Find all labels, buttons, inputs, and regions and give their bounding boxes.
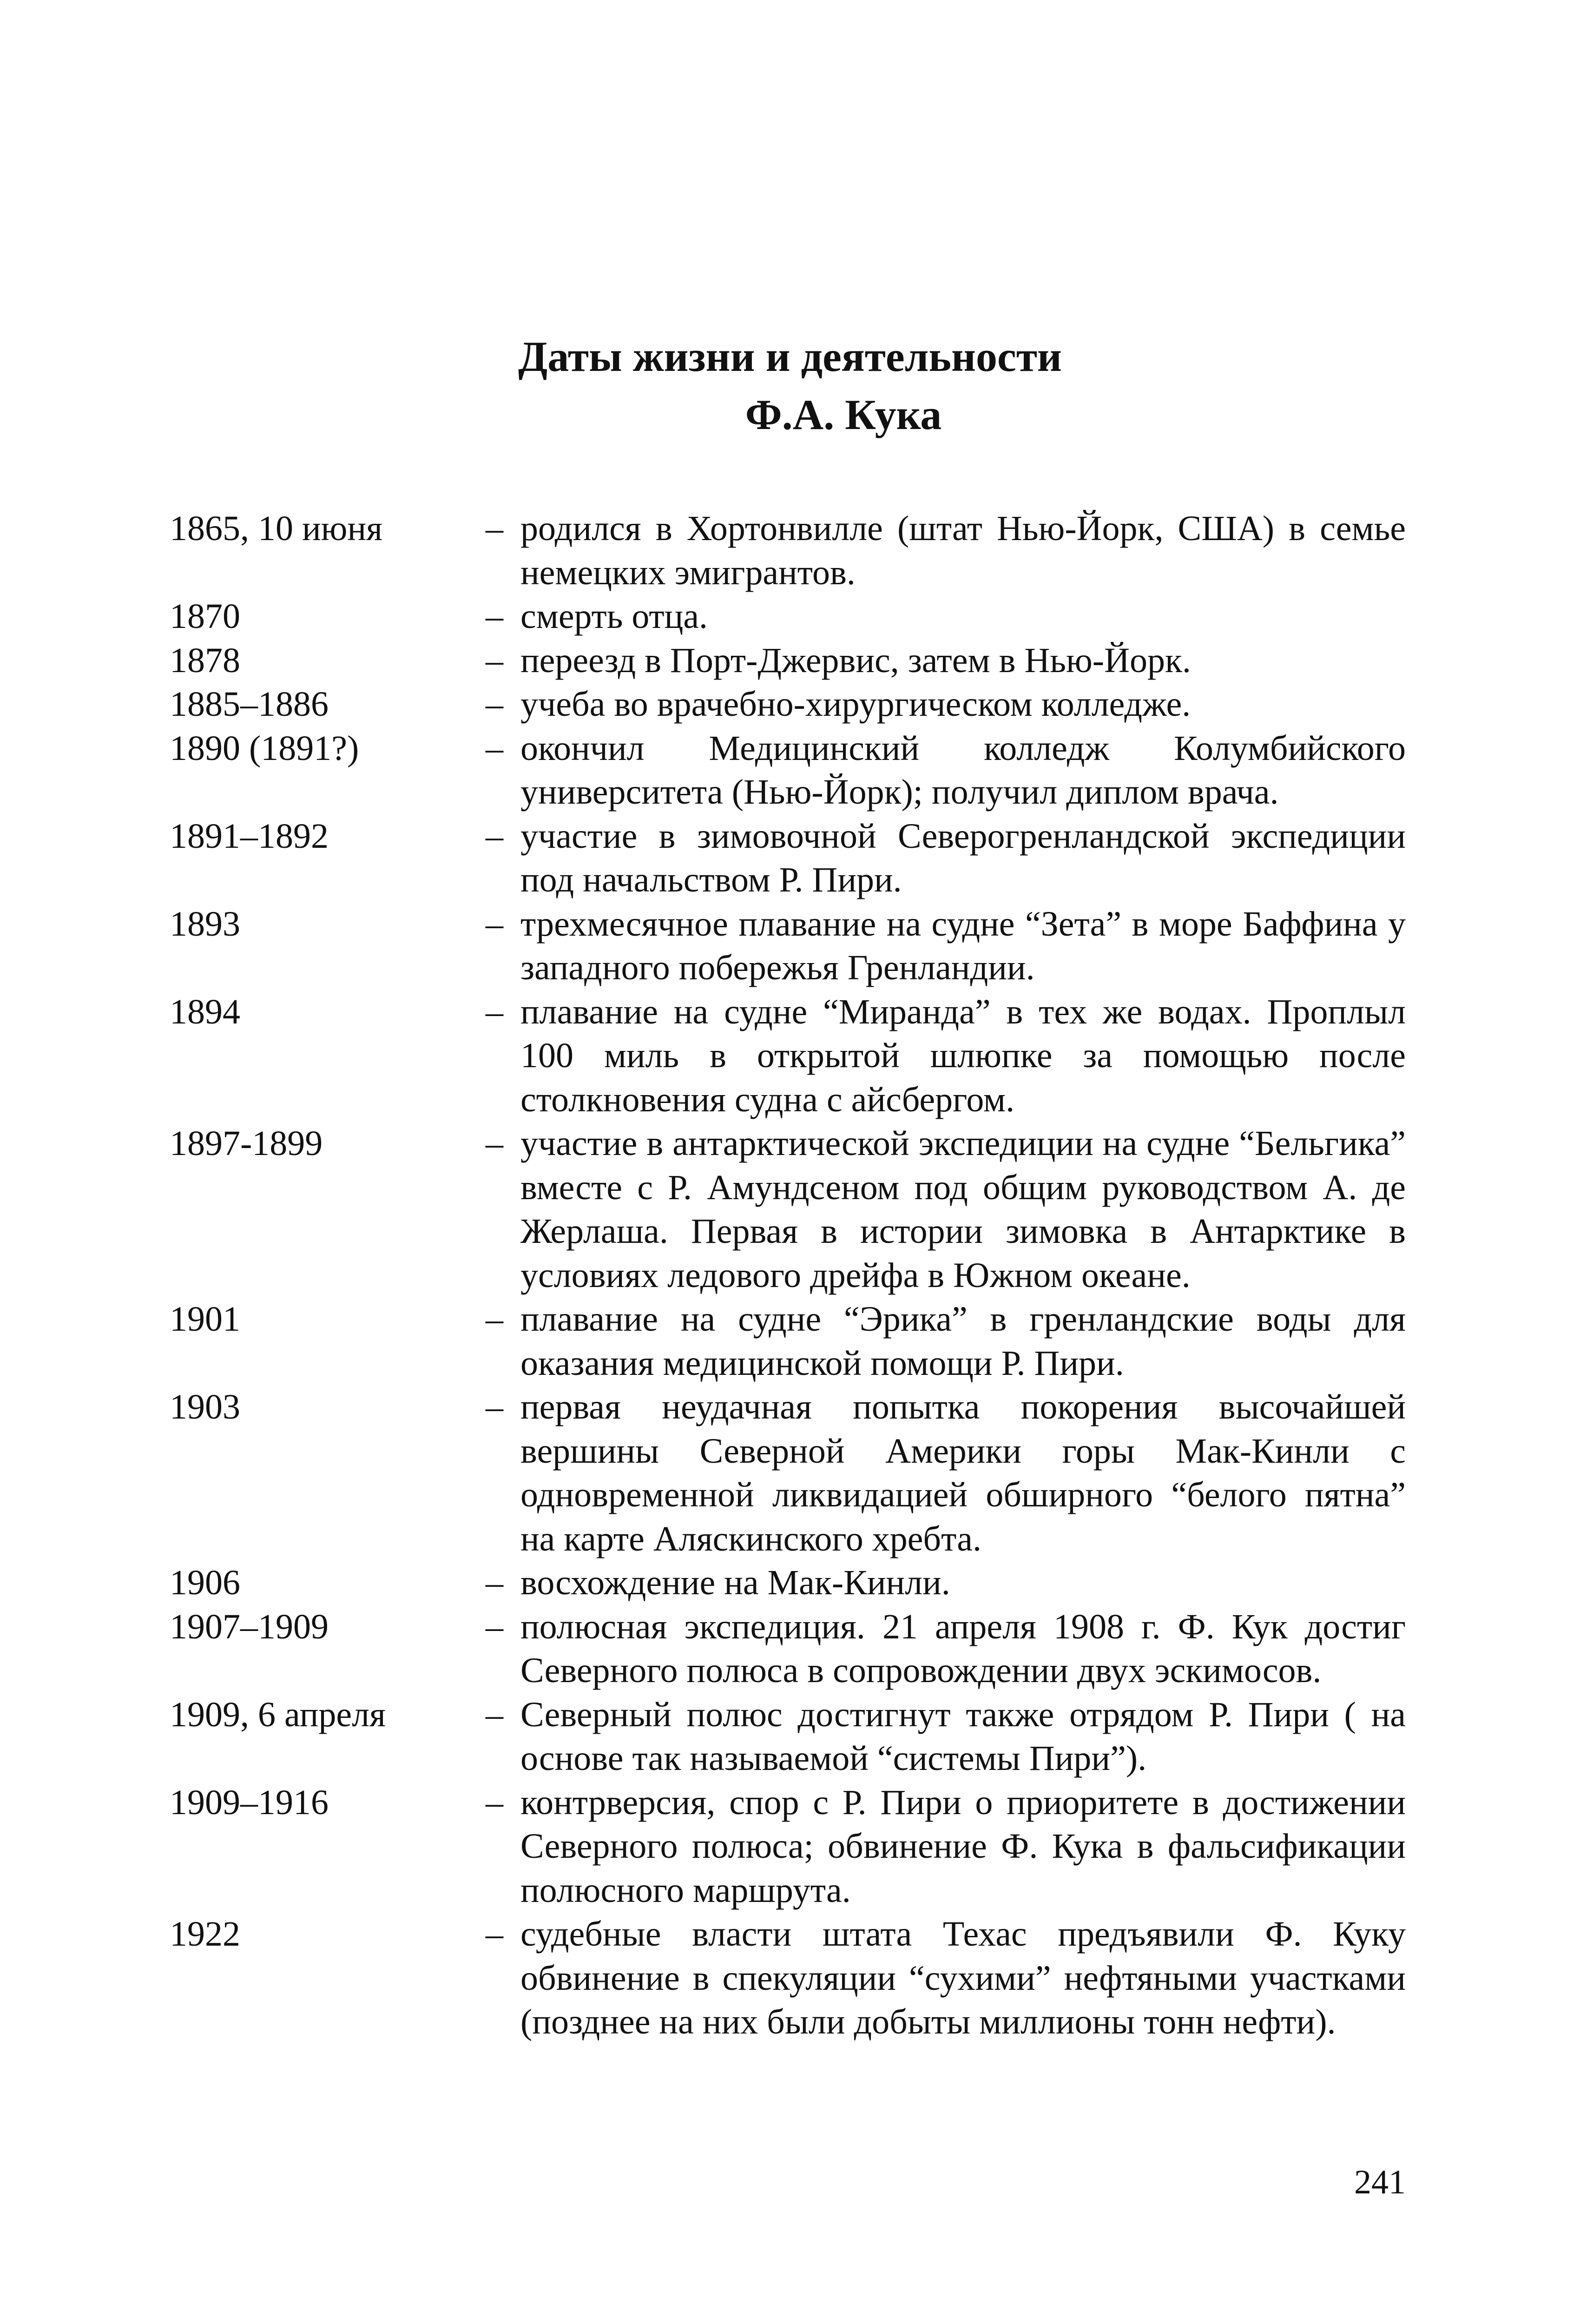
entry-dash: – bbox=[486, 1563, 503, 1602]
entry-dash: – bbox=[486, 1387, 503, 1426]
entry-date: 1893 bbox=[170, 904, 240, 944]
entry-text: Северный полюс достигнут также отрядом Р. Пири ( на основе так называемой “системы Пири”). bbox=[520, 1695, 1406, 1778]
entry-dash: – bbox=[486, 1695, 503, 1734]
entry-dash: – bbox=[486, 685, 503, 724]
chronology-entry bbox=[170, 1122, 1406, 1297]
entry-dash: – bbox=[486, 904, 503, 944]
chronology-entry bbox=[170, 726, 1406, 814]
entry-description bbox=[486, 1605, 1406, 1693]
chronology-entry bbox=[170, 814, 1406, 902]
chronology-entry bbox=[170, 1605, 1406, 1693]
entry-date: 1890 (1891?) bbox=[170, 728, 359, 768]
entry-description bbox=[486, 1297, 1406, 1385]
title-line-2: Ф.А. Кука bbox=[745, 391, 942, 438]
chronology-entry bbox=[170, 1912, 1406, 2044]
entry-date: 1906 bbox=[170, 1563, 240, 1602]
entry-date: 1903 bbox=[170, 1387, 240, 1426]
entry-text: окончил Медицинский колледж Колумбийского университета (Нью-Йорк); получил диплом врача. bbox=[520, 728, 1406, 812]
entry-description bbox=[486, 814, 1406, 902]
entry-description bbox=[486, 1122, 1406, 1297]
entry-dash: – bbox=[486, 1607, 503, 1646]
entry-description bbox=[486, 682, 1406, 726]
chronology-entry bbox=[170, 1297, 1406, 1385]
entry-dash: – bbox=[486, 816, 503, 856]
chronology-entry bbox=[170, 1561, 1406, 1605]
entry-description bbox=[486, 1561, 1406, 1605]
entry-text: полюсная экспедиция. 21 апреля 1908 г. Ф. Кук достиг Северного полюса в сопровождении двух эскимосов. bbox=[520, 1607, 1406, 1690]
entry-date: 1885–1886 bbox=[170, 685, 329, 724]
entry-text: плавание на судне “Миранда” в тех же водах. Проплыл 100 миль в открытой шлюпке за помощью после столкновения судна с айсбергом. bbox=[520, 992, 1406, 1119]
entry-date: 1865, 10 июня bbox=[170, 509, 383, 548]
chronology-entry bbox=[170, 507, 1406, 594]
entry-text: первая неудачная попытка покорения высочайшей вершины Северной Америки горы Мак-Кинли с одновременной ликвидацией обширного “белого пятна” на карте Аляскинского хребта. bbox=[520, 1387, 1406, 1558]
entry-text: восхождение на Мак-Кинли. bbox=[520, 1563, 950, 1602]
entry-text: участие в антарктической экспедиции на судне “Бельгика” вместе с Р. Амундсеном под общим руководством А. де Жерлаша. Первая в истории зимовка в Антарктике в условиях ледового дрейфа в Южном океане. bbox=[520, 1124, 1406, 1295]
entry-description bbox=[486, 594, 1406, 639]
entry-text: учеба во врачебно-хирургическом колледже. bbox=[520, 685, 1191, 724]
entry-date: 1907–1909 bbox=[170, 1607, 329, 1646]
entry-dash: – bbox=[486, 597, 503, 636]
entry-dash: – bbox=[486, 640, 503, 680]
entry-description bbox=[486, 1912, 1406, 2044]
entry-date: 1891–1892 bbox=[170, 816, 329, 856]
entry-dash: – bbox=[486, 1783, 503, 1822]
entry-text: плавание на судне “Эрика” в гренландские воды для оказания медицинской помощи Р. Пири. bbox=[520, 1300, 1406, 1383]
entry-date: 1909, 6 апреля bbox=[170, 1695, 386, 1734]
entry-text: переезд в Порт-Джервис, затем в Нью-Йорк. bbox=[520, 640, 1191, 680]
chronology-entry bbox=[170, 1781, 1406, 1913]
entry-dash: – bbox=[486, 1300, 503, 1339]
entry-description bbox=[486, 902, 1406, 990]
chronology-entry bbox=[170, 639, 1406, 683]
entry-text: смерть отца. bbox=[520, 597, 708, 636]
entry-date: 1922 bbox=[170, 1915, 240, 1954]
entry-dash: – bbox=[486, 992, 503, 1031]
chronology-list bbox=[170, 507, 1406, 2044]
entry-description bbox=[486, 639, 1406, 683]
title-line-1: Даты жизни и деятельности bbox=[518, 333, 1062, 380]
entry-dash: – bbox=[486, 728, 503, 768]
entry-date: 1909–1916 bbox=[170, 1783, 329, 1822]
entry-text: участие в зимовочной Северогренландской экспедиции под начальством Р. Пири. bbox=[520, 816, 1406, 899]
entry-text: трехмесячное плавание на судне “Зета” в море Баффина у западного побережья Гренландии. bbox=[520, 904, 1406, 987]
entry-description bbox=[486, 1693, 1406, 1781]
chronology-entry bbox=[170, 1693, 1406, 1781]
chronology-entry bbox=[170, 1385, 1406, 1561]
entry-date: 1878 bbox=[170, 640, 240, 680]
entry-description bbox=[486, 726, 1406, 814]
entry-dash: – bbox=[486, 1124, 503, 1163]
entry-text: судебные власти штата Техас предъявили Ф. Куку обвинение в спекуляции “сухими” нефтяными участками (позднее на них были добыты миллионы тонн нефти). bbox=[520, 1915, 1406, 2041]
page-title bbox=[0, 328, 1580, 444]
entry-date: 1870 bbox=[170, 597, 240, 636]
entry-description bbox=[486, 507, 1406, 594]
entry-text: родился в Хортонвилле (штат Нью-Йорк, США) в семье немецких эмигрантов. bbox=[520, 509, 1406, 592]
chronology-entry bbox=[170, 990, 1406, 1122]
entry-date: 1901 bbox=[170, 1300, 240, 1339]
chronology-entry bbox=[170, 682, 1406, 726]
entry-date: 1897-1899 bbox=[170, 1124, 323, 1163]
entry-date: 1894 bbox=[170, 992, 240, 1031]
entry-text: контрверсия, спор с Р. Пири о приоритете в достижении Северного полюса; обвинение Ф. Кука в фальсификации полюсного маршрута. bbox=[520, 1783, 1406, 1910]
entry-description bbox=[486, 1385, 1406, 1561]
entry-description bbox=[486, 990, 1406, 1122]
chronology-entry bbox=[170, 594, 1406, 639]
page-number: 241 bbox=[1354, 2163, 1406, 2201]
entry-description bbox=[486, 1781, 1406, 1913]
entry-dash: – bbox=[486, 1915, 503, 1954]
chronology-entry bbox=[170, 902, 1406, 990]
entry-dash: – bbox=[486, 509, 503, 548]
